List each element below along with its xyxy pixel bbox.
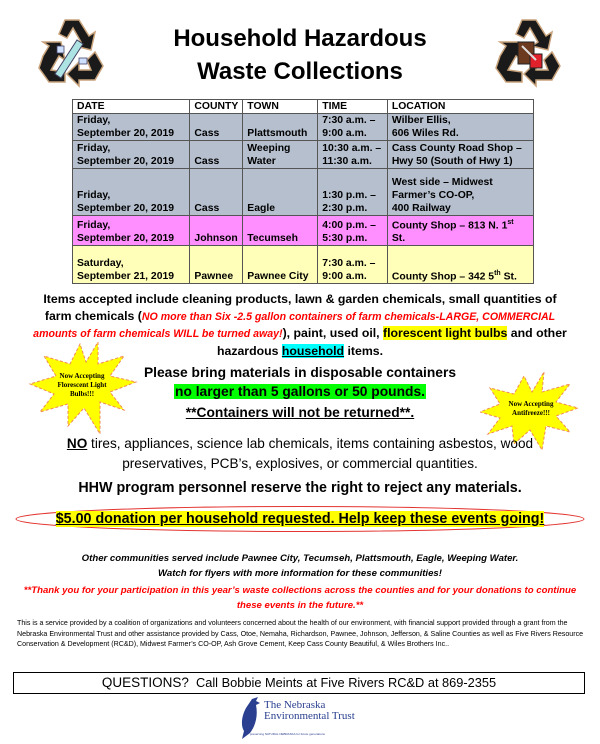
containers-not-returned: **Containers will not be returned**. [185,405,415,420]
location-cell: Wilber Ellis, 606 Wiles Rd. [387,114,533,141]
county-cell: Johnson [190,216,243,246]
date-cell: Friday, September 20, 2019 [73,141,190,169]
prohibited-items: NO tires, appliances, science lab chemicals, items containing asbestos, wood preservatives, PCB’s, explosives, or commercial quantities. [66,436,534,471]
items-accepted-paragraph: Items accepted include cleaning products, lawn & garden chemicals, small quantities of farm chemicals (NO more than Six -2.5 gallon containers of farm chemicals-LARGE, COMMERCIAL amounts of farm chemicals WILL be turned away!), paint, used oil, florescent light bulbs and other hazardous household items. [33,292,567,358]
location-cell: County Shop – 342 5th St. [387,246,533,284]
collection-schedule-table [72,99,534,284]
time-cell: 7:30 a.m. – 9:00 a.m. [318,114,388,141]
county-cell: Cass [190,114,243,141]
county-cell: Pawnee [190,246,243,284]
sponsor-fine-print: This is a service provided by a coalition of organizations and volunteers concerned about the health of our environment, with financial support provided through a grant from the Nebraska Environmental Trust and other assistance provided by Cass, Otoe, Nemaha, Richardson, Pawnee, Johnson, Jefferson, & Saline Counties as well as Five Rivers Resource Conservation & Development (RC&D), Midwest Farmer’s CO-OP, Ash Grove Cement, Keep Cass County Beautiful, & Wiles Brothers Inc.. [17,619,584,648]
date-cell: Friday, September 20, 2019 [73,169,190,216]
column-header-town: TOWN [243,100,318,114]
town-cell: Plattsmouth [243,114,318,141]
container-size-highlight: no larger than 5 gallons or 50 pounds. [175,384,425,399]
time-cell: 7:30 a.m. – 9:00 a.m. [318,246,388,284]
town-cell: Pawnee City [243,246,318,284]
column-header-county: COUNTY [190,100,243,114]
column-header-location: LOCATION [387,100,533,114]
donation-request: $5.00 donation per household requested. Help keep these events going! [55,511,545,527]
county-cell: Cass [190,141,243,169]
date-cell: Friday, September 20, 2019 [73,114,190,141]
highlight-household: household [281,343,345,358]
table-row [73,169,534,216]
nebraska-environmental-trust-logo: The Nebraska Environmental Trust preserving NATURAL NEBRASKA for future generations [232,697,372,742]
table-row [73,246,534,284]
starburst-antifreeze-badge: Now Accepting Antifreeze!!! [480,372,580,452]
table-row [73,141,534,169]
starburst-bulbs-badge: Now Accepting Florescent Light Bulbs!!! [28,342,138,434]
location-cell: Cass County Road Shop – Hwy 50 (South of Hwy 1) [387,141,533,169]
table-row [73,216,534,246]
time-cell: 10:30 a.m. – 11:30 a.m. [318,141,388,169]
date-cell: Friday, September 20, 2019 [73,216,190,246]
highlight-bulbs: florescent light bulbs [383,326,508,340]
county-cell: Cass [190,169,243,216]
town-cell: Tecumseh [243,216,318,246]
table-header-row [73,100,534,114]
page-title: Household Hazardous Waste Collections [173,25,427,85]
time-cell: 1:30 p.m. – 2:30 p.m. [318,169,388,216]
table-row [73,114,534,141]
questions-contact-box: QUESTIONS? Call Bobbie Meints at Five Rivers RC&D at 869-2355 [13,672,585,694]
farm-chemical-warning: NO more than Six -2.5 gallon containers of farm chemicals-LARGE, COMMERCIAL amounts of farm chemicals WILL be turned away! [33,310,556,340]
location-cell: County Shop – 813 N. 1st St. [387,216,533,246]
column-header-date: DATE [73,100,190,114]
town-cell: Eagle [243,169,318,216]
time-cell: 4:00 p.m. – 5:30 p.m. [318,216,388,246]
thank-you-note: **Thank you for your participation in this year’s waste collections across the counties and for your donations to continue these events in the future.** [23,585,577,611]
container-instructions: Please bring materials in disposable containers no larger than 5 gallons or 50 pounds. [143,365,457,399]
town-cell: Weeping Water [243,141,318,169]
column-header-time: TIME [318,100,388,114]
location-cell: West side – Midwest Farmer’s CO-OP, 400 Railway [387,169,533,216]
other-communities: Other communities served include Pawnee City, Tecumseh, Plattsmouth, Eagle, Weeping Water. Watch for flyers with more information for these communities! [81,553,519,579]
date-cell: Saturday, September 21, 2019 [73,246,190,284]
reserve-right-notice: HHW program personnel reserve the right to reject any materials. [78,480,522,496]
